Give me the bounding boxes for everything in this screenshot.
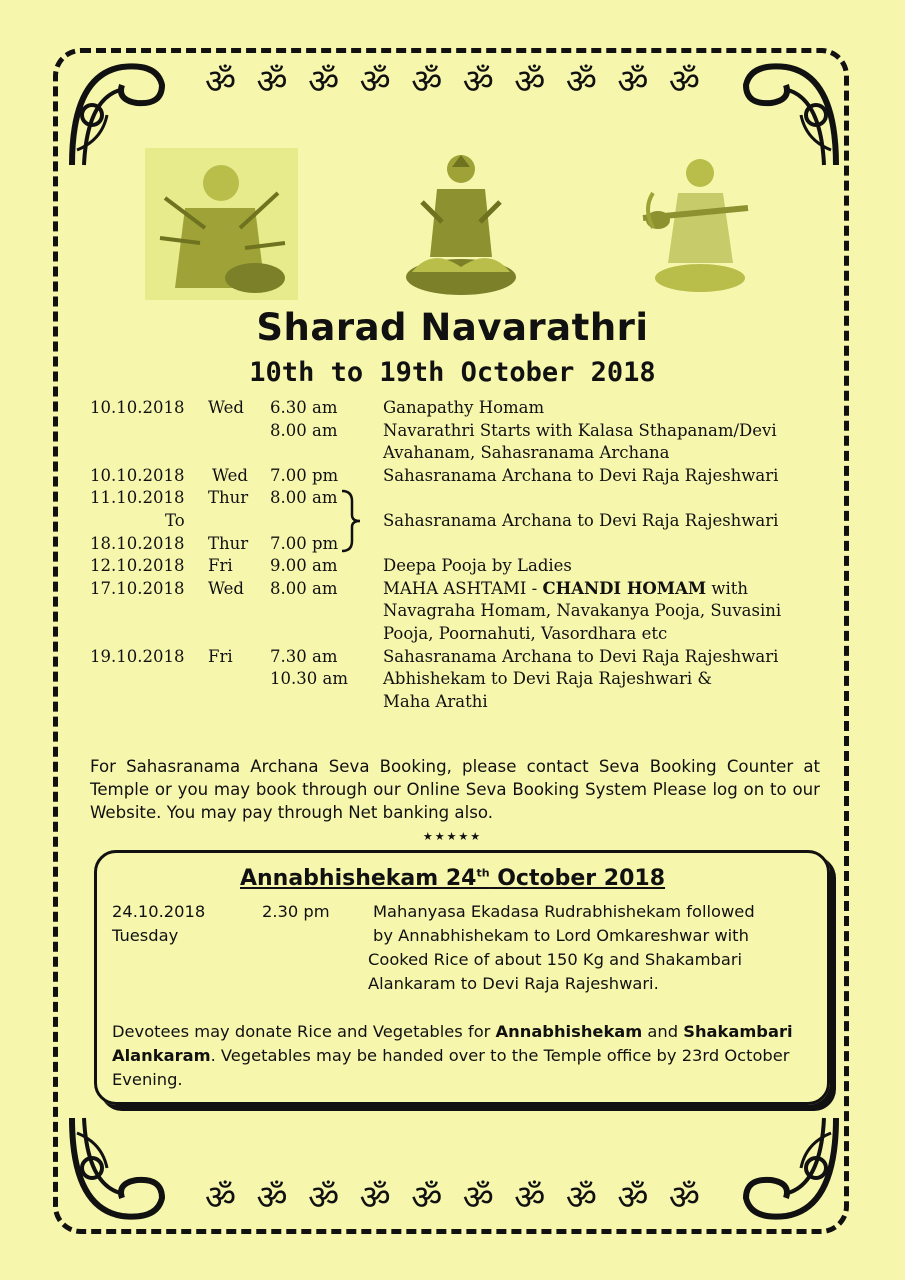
schedule-day: Thur	[208, 533, 249, 553]
schedule-day: Fri	[208, 646, 233, 666]
schedule-date: 12.10.2018	[90, 556, 185, 576]
om-symbol-icon: ॐ	[668, 1178, 700, 1218]
event-dates: 10th to 19th October 2018	[249, 357, 656, 388]
om-symbol-icon: ॐ	[205, 1178, 237, 1218]
annabhishekam-title: Annabhishekam 24th October 2018	[239, 866, 666, 891]
schedule-desc: Pooja, Poornahuti, Vasordhara etc	[383, 623, 668, 643]
om-symbol-icon: ॐ	[205, 62, 237, 102]
schedule-desc: Ganapathy Homam	[383, 398, 545, 417]
schedule-date: 10.10.2018	[90, 398, 185, 417]
schedule-row	[0, 668, 905, 691]
schedule-time: 7.00 pm	[270, 533, 339, 553]
schedule-desc: Navagraha Homam, Navakanya Pooja, Suvasini	[383, 601, 782, 621]
schedule-time: 8.00 am	[270, 488, 338, 508]
schedule-row	[0, 578, 905, 601]
booking-note: For Sahasranama Archana Seva Booking, please contact Seva Booking Counter at Temple or you may book through our Online Seva Booking System Please log on to our Website. You may pay through Net banking also.	[90, 757, 820, 822]
schedule-row	[0, 691, 905, 714]
schedule-row	[0, 510, 905, 533]
schedule-desc: Maha Arathi	[383, 691, 488, 711]
schedule-row	[0, 397, 905, 420]
schedule-row	[0, 623, 905, 646]
schedule-time: 10.30 am	[270, 669, 348, 689]
annabhishekam-time: 2.30 pm	[262, 902, 330, 921]
corner-ornament-bottom-left	[62, 1108, 172, 1228]
donation-note: Devotees may donate Rice and Vegetables for Annabhishekam and Shakambari Alankaram. Vegetables may be handed over to the Temple office by 23rd October Evening.	[112, 1022, 793, 1089]
schedule-day: Wed	[208, 578, 244, 598]
schedule-date: 19.10.2018	[90, 646, 185, 666]
schedule-desc: MAHA ASHTAMI - CHANDI HOMAM with	[383, 578, 749, 598]
schedule-desc: Sahasranama Archana to Devi Raja Rajeshwari	[383, 510, 779, 530]
curly-brace-icon	[340, 489, 362, 553]
schedule-row	[0, 465, 905, 488]
schedule-date: 10.10.2018	[90, 465, 185, 485]
schedule-row	[0, 600, 905, 623]
description-line: by Annabhishekam to Lord Omkareshwar with	[373, 926, 749, 945]
om-symbol-icon: ॐ	[668, 62, 700, 102]
description-line: Cooked Rice of about 150 Kg and Shakambari	[368, 950, 743, 969]
annabhishekam-description	[368, 900, 755, 996]
om-symbol-icon: ॐ	[256, 62, 288, 102]
om-symbol-icon: ॐ	[359, 1178, 391, 1218]
annabhishekam-date-block	[112, 900, 205, 948]
schedule-desc: Avahanam, Sahasranama Archana	[383, 443, 670, 463]
schedule-date: 11.10.2018	[90, 488, 185, 508]
schedule-row	[0, 442, 905, 465]
schedule-row	[0, 487, 905, 510]
schedule-desc: Sahasranama Archana to Devi Raja Rajeshwari	[383, 646, 779, 666]
schedule-date: To	[165, 510, 185, 530]
om-symbol-icon: ॐ	[411, 62, 443, 102]
om-symbol-icon: ॐ	[359, 62, 391, 102]
om-symbol-icon: ॐ	[514, 1178, 546, 1218]
om-symbol-icon: ॐ	[308, 62, 340, 102]
schedule-row	[0, 555, 905, 578]
om-symbol-icon: ॐ	[514, 62, 546, 102]
description-line: Mahanyasa Ekadasa Rudrabhishekam followed	[373, 902, 755, 921]
om-symbol-icon: ॐ	[565, 62, 597, 102]
schedule-row	[0, 420, 905, 443]
om-symbol-icon: ॐ	[308, 1178, 340, 1218]
schedule-desc: Abhishekam to Devi Raja Rajeshwari &	[383, 669, 713, 689]
schedule-day: Wed	[212, 465, 248, 485]
schedule-time: 8.00 am	[270, 578, 338, 598]
page-title: Sharad Navarathri	[256, 306, 649, 349]
schedule-date: 17.10.2018	[90, 578, 185, 598]
om-symbol-icon: ॐ	[617, 1178, 649, 1218]
om-symbol-icon: ॐ	[565, 1178, 597, 1218]
schedule-day: Thur	[208, 488, 249, 508]
schedule-day: Fri	[208, 556, 233, 576]
schedule-time: 6.30 am	[270, 398, 338, 417]
schedule-desc: Navarathri Starts with Kalasa Sthapanam/Devi	[383, 420, 777, 440]
om-symbol-icon: ॐ	[462, 62, 494, 102]
schedule-time: 7.30 am	[270, 646, 338, 666]
om-symbol-icon: ॐ	[617, 62, 649, 102]
om-row-top	[205, 62, 700, 102]
schedule-desc: Sahasranama Archana to Devi Raja Rajeshwari	[383, 465, 779, 485]
schedule-time: 8.00 am	[270, 420, 338, 440]
om-symbol-icon: ॐ	[462, 1178, 494, 1218]
description-line: Alankaram to Devi Raja Rajeshwari.	[368, 974, 659, 993]
corner-ornament-bottom-right	[736, 1108, 846, 1228]
om-symbol-icon: ॐ	[256, 1178, 288, 1218]
annabhishekam-date: 24.10.2018	[112, 902, 206, 921]
schedule-time: 9.00 am	[270, 556, 338, 576]
goddess-saraswati-image	[638, 148, 753, 300]
schedule-row	[0, 533, 905, 556]
schedule-date: 18.10.2018	[90, 533, 185, 553]
annabhishekam-day: Tuesday	[112, 926, 179, 945]
goddess-lakshmi-image	[402, 147, 520, 303]
om-row-bottom	[205, 1178, 700, 1218]
schedule-table	[0, 397, 905, 713]
schedule-row	[0, 646, 905, 669]
schedule-time: 7.00 pm	[270, 465, 339, 485]
schedule-desc: Deepa Pooja by Ladies	[383, 556, 572, 576]
goddess-durga-image	[145, 148, 298, 300]
schedule-day: Wed	[208, 398, 244, 417]
divider-stars: ★★★★★	[422, 830, 483, 843]
om-symbol-icon: ॐ	[411, 1178, 443, 1218]
